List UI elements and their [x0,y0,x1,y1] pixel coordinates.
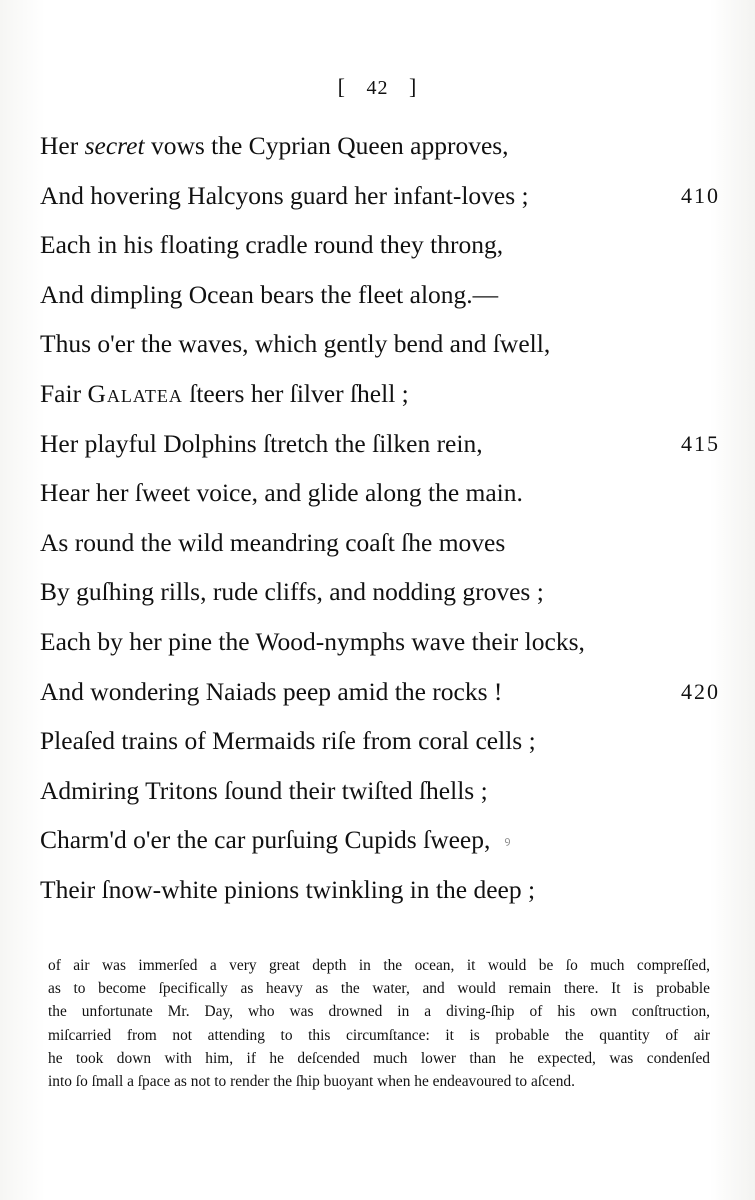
verse-text: Her playful Dolphins ſtretch the ſilken rein, [40,428,483,458]
verse-text: Each by her pine the Wood-nymphs wave their locks, [40,626,585,656]
verse-line [40,128,720,178]
verse-text: And hovering Halcyons guard her infant-loves ; [40,180,529,210]
line-number: 410 [681,182,720,208]
verse-text: Hear her ſweet voice, and glide along the main. [40,478,523,508]
verse-line [40,773,720,823]
verse-line [40,624,720,674]
footnote [48,954,710,1093]
footnote-line: of air was immerſed a very great depth in the ocean, it would be ſo much compreſſed, [48,957,710,974]
verse-line [40,723,720,773]
page-number-left-bracket: [ [337,74,346,99]
verse-text-part: Her [40,131,85,160]
verse-text: And dimpling Ocean bears the fleet along.— [40,279,499,309]
verse-text-part: vows the Cyprian Queen approves, [144,131,509,160]
page-number [0,74,755,100]
poem-text [40,128,720,922]
page-number-value: 42 [366,77,389,99]
line-number: 420 [681,678,720,704]
verse-line [40,426,720,476]
verse-text-part: Fair [40,378,88,408]
verse-line [40,227,720,277]
verse-text [40,128,509,164]
verse-text: As round the wild meandring coaſt ſhe moves [40,527,506,557]
footnote-line: into ſo ſmall a ſpace as not to render the ſhip buoyant when he endeavoured to aſcend. [48,1073,575,1091]
verse-text: Thus o'er the waves, which gently bend and ſwell, [40,329,551,359]
verse-text: And wondering Naiads peep amid the rocks ! [40,676,503,706]
verse-text-part: ſteers her ſilver ſhell ; [182,378,409,408]
verse-text: Their ſnow-white pinions twinkling in the deep ; [40,874,536,904]
footnote-line: the unfortunate Mr. Day, who was drowned in a diving-ſhip of his own conſtruction, [48,1003,710,1021]
verse-text [40,376,409,412]
verse-text: Each in his floating cradle round they throng, [40,230,504,260]
verse-text: Pleaſed trains of Mermaids riſe from coral cells ; [40,726,536,756]
footnote-line: miſcarried from not attending to this circumſtance: it is probable the quantity of air [48,1026,710,1044]
verse-line [40,822,720,872]
verse-italic-word: secret [84,131,145,160]
verse-text: By guſhing rills, rude cliffs, and nodding groves ; [40,577,544,607]
footnote-line: he took down with him, if he deſcended much lower than he expected, was condenſed [48,1049,710,1067]
verse-text: Admiring Tritons ſound their twiſted ſhells ; [40,775,488,805]
verse-line [40,178,720,228]
verse-line [40,326,720,376]
verse-smallcaps-name: Galatea [87,378,183,408]
ink-mark: ꝰ [504,835,511,853]
verse-line [40,872,720,922]
verse-text: Charm'd o'er the car purſuing Cupids ſweep, [40,825,491,855]
verse-line [40,277,720,327]
verse-line [40,475,720,525]
page-number-right-bracket: ] [409,74,418,99]
verse-line [40,574,720,624]
line-number: 415 [681,430,720,456]
verse-line [40,525,720,575]
footnote-line: as to become ſpecifically as heavy as the water, and would remain there. It is probable [48,980,710,998]
verse-line [40,376,720,426]
verse-line [40,674,720,724]
